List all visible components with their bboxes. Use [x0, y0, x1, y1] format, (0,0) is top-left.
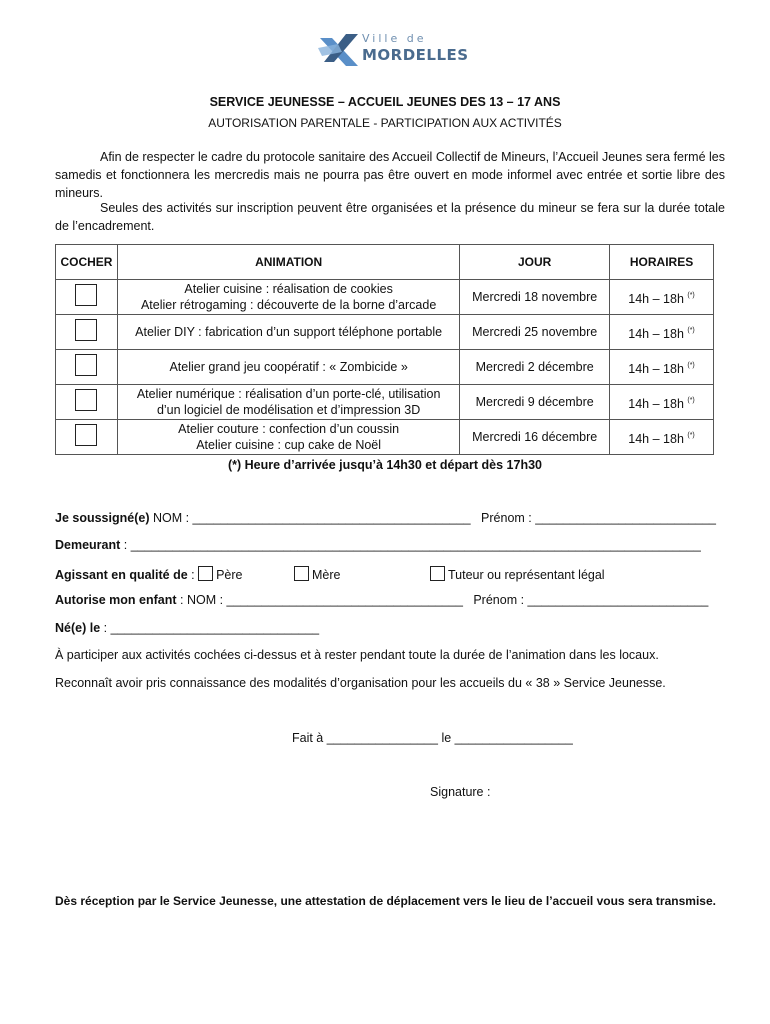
prenom-field[interactable]: __________________________ — [535, 511, 716, 525]
activity-checkbox-5[interactable] — [75, 424, 97, 446]
intro-paragraph-1: Afin de respecter le cadre du protocole sanitaire des Accueil Collectif de Mineurs, l’Accueil Jeunes sera fermé les samedis et fonctionnera les mercredis mais ne pourra pas être ouvert en mode informel avec entrée et sortie libre des mineurs. — [55, 150, 725, 200]
header-cocher: COCHER — [56, 245, 118, 280]
animation-cell: Atelier grand jeu coopératif : « Zombicide » — [117, 350, 459, 385]
activity-checkbox-2[interactable] — [75, 319, 97, 341]
soussigne-line: Je soussigné(e) NOM : ________________________________________ Prénom : __________________________ — [55, 511, 716, 525]
signature-label: Signature : — [430, 785, 491, 799]
jour-cell: Mercredi 25 novembre — [460, 315, 610, 350]
reconnait-text: Reconnaît avoir pris connaissance des modalités d’organisation pour les accueils du « 38 » Service Jeunesse. — [55, 676, 666, 690]
autorise-line: Autorise mon enfant : NOM : __________________________________ Prénom : __________________________ — [55, 593, 709, 607]
schedule-note: (*) Heure d’arrivée jusqu’à 14h30 et départ dès 17h30 — [227, 458, 543, 472]
table-header-row — [56, 245, 714, 280]
table-row — [56, 350, 714, 385]
logo-mark-icon — [318, 32, 362, 70]
horaires-cell: 14h – 18h (*) — [610, 350, 714, 385]
nom-field[interactable]: ________________________________________ — [192, 511, 471, 525]
table-row — [56, 280, 714, 315]
activities-table — [55, 244, 714, 455]
activity-checkbox-1[interactable] — [75, 284, 97, 306]
document-title: SERVICE JEUNESSE – ACCUEIL JEUNES DES 13 – 17 ANS — [209, 95, 561, 109]
table-row — [56, 315, 714, 350]
pere-label: Père — [216, 568, 243, 582]
mere-label: Mère — [312, 568, 341, 582]
mordelles-logo — [318, 32, 469, 72]
participer-text: À participer aux activités cochées ci-dessus et à rester pendant toute la durée de l’animation dans les locaux. — [55, 648, 659, 662]
demeurant-line: Demeurant : __________________________________________________________________________________ — [55, 538, 701, 552]
logo-ville-text: Ville de — [362, 32, 427, 45]
tuteur-checkbox[interactable] — [430, 566, 445, 581]
header-animation: ANIMATION — [117, 245, 459, 280]
intro-paragraph-2: Seules des activités sur inscription peuvent être organisées et la présence du mineur se fera sur la durée totale de l’encadrement. — [55, 201, 725, 233]
logo-name-text: MORDELLES — [362, 46, 469, 64]
enfant-prenom-field[interactable]: __________________________ — [527, 593, 709, 607]
animation-cell: Atelier numérique : réalisation d’un porte-clé, utilisation d’un logiciel de modélisation et d’impression 3D — [117, 385, 459, 420]
fait-a-field[interactable]: Fait à ________________ le _________________ — [292, 731, 573, 745]
jour-cell: Mercredi 16 décembre — [460, 420, 610, 455]
naissance-line: Né(e) le : ______________________________ — [55, 621, 320, 635]
mere-checkbox[interactable] — [294, 566, 309, 581]
footer-notice: Dès réception par le Service Jeunesse, une attestation de déplacement vers le lieu de l’accueil vous sera transmise. — [55, 894, 716, 908]
jour-cell: Mercredi 9 décembre — [460, 385, 610, 420]
animation-cell: Atelier cuisine : réalisation de cookies Atelier rétrogaming : découverte de la borne d’arcade — [117, 280, 459, 315]
tuteur-option — [430, 566, 605, 582]
horaires-cell: 14h – 18h (*) — [610, 420, 714, 455]
activity-checkbox-4[interactable] — [75, 389, 97, 411]
tuteur-label: Tuteur ou représentant légal — [448, 568, 605, 582]
horaires-cell: 14h – 18h (*) — [610, 315, 714, 350]
header-jour: JOUR — [460, 245, 610, 280]
document-subtitle: AUTORISATION PARENTALE - PARTICIPATION AUX ACTIVITÉS — [208, 116, 562, 130]
address-field[interactable]: : __________________________________________________________________________________ — [120, 538, 701, 552]
jour-cell: Mercredi 18 novembre — [460, 280, 610, 315]
horaires-cell: 14h – 18h (*) — [610, 385, 714, 420]
pere-checkbox[interactable] — [198, 566, 213, 581]
table-row — [56, 420, 714, 455]
table-row — [56, 385, 714, 420]
enfant-nom-field[interactable]: __________________________________ — [226, 593, 463, 607]
animation-cell: Atelier couture : confection d’un coussin Atelier cuisine : cup cake de Noël — [117, 420, 459, 455]
jour-cell: Mercredi 2 décembre — [460, 350, 610, 385]
qualite-line: Agissant en qualité de : Père — [55, 568, 243, 582]
mere-option — [294, 566, 340, 582]
header-horaires: HORAIRES — [610, 245, 714, 280]
birthdate-field[interactable]: : ______________________________ — [100, 621, 320, 635]
horaires-cell: 14h – 18h (*) — [610, 280, 714, 315]
animation-cell: Atelier DIY : fabrication d’un support téléphone portable — [117, 315, 459, 350]
activity-checkbox-3[interactable] — [75, 354, 97, 376]
